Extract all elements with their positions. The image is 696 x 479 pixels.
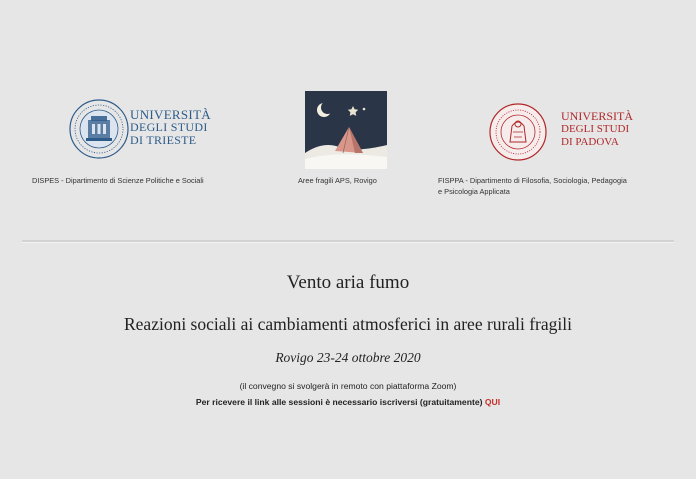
trieste-line3: DI TRIESTE (130, 133, 197, 147)
trieste-name (130, 108, 211, 147)
logos-header (0, 0, 696, 230)
register-line (0, 397, 696, 407)
aree-fragili-caption: Aree fragili APS, Rovigo (298, 176, 377, 185)
padova-logo[interactable] (488, 102, 638, 162)
event-subtitle: Reazioni sociali ai cambiamenti atmosferici in aree rurali fragili (123, 314, 572, 334)
mountain-night-icon (305, 91, 387, 169)
padova-caption-line2: e Psicologia Applicata (438, 187, 510, 196)
padova-seal-icon (488, 102, 548, 162)
remote-note: (il convegno si svolgerà in remoto con piattaforma Zoom) (239, 381, 457, 391)
padova-line3: DI PADOVA (561, 136, 619, 148)
register-text: Per ricevere il link alle sessioni è necessario iscriversi (gratuitamente) (195, 397, 483, 407)
event-date: Rovigo 23-24 ottobre 2020 (275, 350, 421, 365)
trieste-seal-icon (68, 98, 130, 160)
padova-line1: UNIVERSITÀ (561, 109, 633, 123)
trieste-caption: DISPES - Dipartimento di Scienze Politiche e Sociali (32, 176, 204, 185)
padova-name (561, 110, 633, 149)
padova-line2: DEGLI STUDI (561, 123, 630, 135)
padova-caption (438, 175, 627, 197)
trieste-line1: UNIVERSITÀ (130, 107, 211, 122)
padova-caption-line1: FISPPA - Dipartimento di Filosofia, Sociologia, Pedagogia (438, 176, 627, 185)
section-divider (22, 240, 674, 243)
trieste-logo[interactable] (68, 98, 211, 162)
event-title: Vento aria fumo (286, 272, 410, 293)
trieste-line2: DEGLI STUDI (130, 120, 208, 134)
register-link[interactable]: QUI (484, 397, 501, 407)
aree-fragili-logo[interactable] (305, 91, 387, 169)
